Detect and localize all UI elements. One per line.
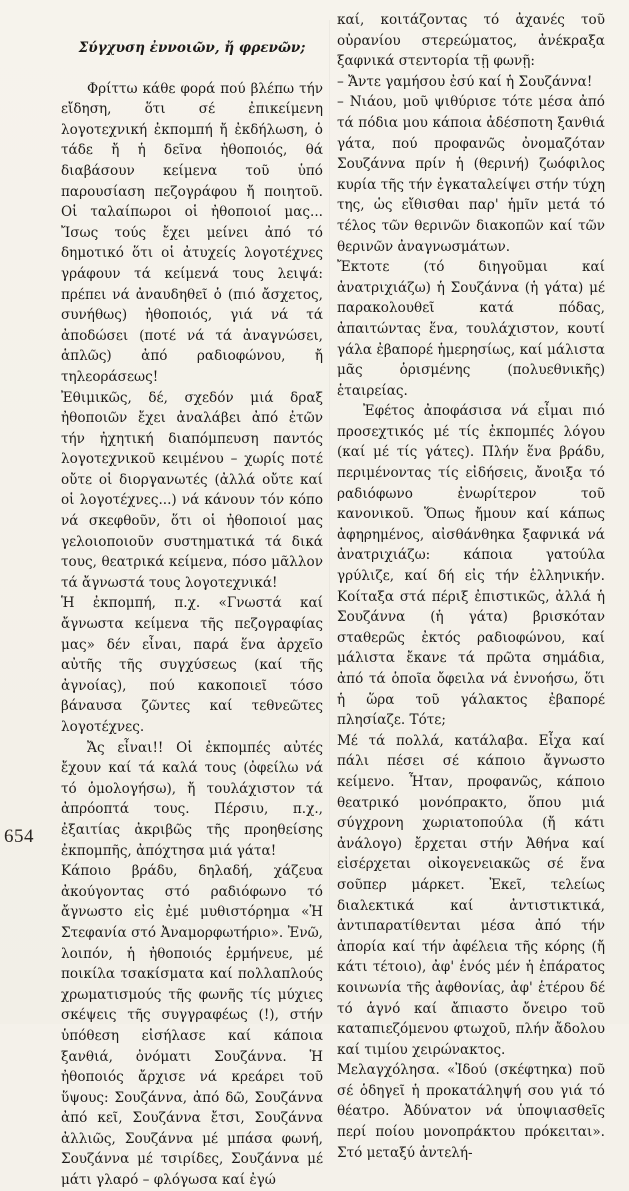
paragraph: Ἐθιμικῶς, δέ, σχεδόν μιά δραξ ἠθοποιῶν ἔχει ἀναλάβει ἀπό ἐτῶν τήν ἠχητική διαπόμπευση παντός λογοτεχνικοῦ κειμένου – χωρίς ποτέ οὔτε οἱ διοργανωτές (ἀλλά οὔτε καί οἱ λογοτέχνες...) νά κάνουν τόν κόπο νά σκεφθοῦν, ὅτι οἱ ἠθοποιοί μας γελοιοποιοῦν συστηματικά τά δικά τους, θεατρικά κείμενα, πόσο μᾶλλον τά ἄγνωστά τους λογοτεχνικά! bbox=[61, 389, 323, 591]
paragraph: Φρίττω κάθε φορά πού βλέπω τήν εἴδηση, ὅτι σέ ἐπικείμενη λογοτεχνική ἐκπομπή ἤ ἐκδήλωση, ὁ τάδε ἤ ἡ δεῖνα ἠθοποιός, θά διαβάσουν κείμενα τοῦ ὑπό παρουσίαση πεζογράφου ἤ ποιητοῦ. Οἱ ταλαίπωροι οἱ ἠθοποιοί μας... Ἴσως τούς ἔχει μείνει ἀπό τό δημοτικό ὅτι οἱ ἀτυχείς λογοτέχνες γράφουν τά κείμενά τους λειψά: πρέπει νά ἀναυδηθεῖ ὁ (πιό ἄσχετος, συνήθως) ἠθοποιός, γιά νά τά ἀποδώσει (ποτέ νά τά ἀναγνώσει, ἁπλῶς) ἀπό ραδιοφώνου, ἤ τηλεοράσεως! bbox=[61, 80, 323, 385]
dialogue-line: – Νιάου, μοῦ ψιθύρισε τότε μέσα ἀπό τά πόδια μου κάποια ἀδέσποτη ξανθιά γάτα, πού προφανῶς ὀνομαζόταν Σουζάννα πρίν ἡ (θερινή) ζωόφιλος κυρία τῆς τήν ἐγκαταλείψει στήν τύχη της, ὡς εἴθισθαι παρ' ἡμῖν μετά τό τέλος τῶν θερινῶν διακοπῶν καί τῶν θερινῶν ἀναγνωσμάτων. bbox=[337, 94, 605, 255]
paragraph: Μέ τά πολλά, κατάλαβα. Εἶχα καί πάλι πέσει σέ κάποιο ἄγνωστο κείμενο. Ἦταν, προφανῶς, κάποιο θεατρικό μονόπρακτο, ὅπου μιά σύγχρονη χωριατοπούλα (ἤ κάτι ἀνάλογο) ἔρχεται στήν Ἀθήνα καί εἰσέρχεται οἰκογενειακῶς σέ ἕνα σοῦπερ μάρκετ. Ἐκεῖ, τελείως διαλεκτικά καί ἀντιστικτικά, ἀντιπαρατίθενται μέσα ἀπό τήν ἀπορία καί τήν ἀφέλεια τῆς κόρης (ἤ κάτι τέτοιο), ἀφ' ἑνός μέν ἡ ἐπάρατος κοινωνία τῆς ἀφθονίας, ἀφ' ἑτέρου δέ τό ἁγνό καί ἄπιαστο ὄνειρο τοῦ καταπιεζόμενου φτωχοῦ, πλήν ἄδολου καί τιμίου χειρώνακτος. bbox=[337, 732, 605, 1058]
paragraph: Ἔκτοτε (τό διηγοῦμαι καί ἀνατριχιάζω) ἡ Σουζάννα (ἡ γάτα) μέ παρακολουθεῖ κατά πόδας, ἀπαιτώντας ἕνα, τουλάχιστον, κουτί γάλα ἐβαπορέ ἡμερησίως, καί μάλιστα μᾶς ὁρισμένης (πολυεθνικῆς) ἑταιρείας. bbox=[337, 259, 605, 399]
paragraph: Ἐφέτος ἀποφάσισα νά εἶμαι πιό προσεχτικός μέ τίς ἐκπομπές λόγου (καί μέ τίς γάτες). Πλήν ἕνα βράδυ, περιμένοντας τίς εἰδήσεις, ἄνοιξα τό ραδιόφωνο ἐνωρίτερον τοῦ κανονικοῦ. Ὅπως ἤμουν καί κάπως ἀφηρημένος, αἰσθάνθηκα ξαφνικά νά ἀνατριχιάζω: κάποια γατούλα γρύλιζε, καί δή εἰς τήν ἑλληνικήν. Κοίταξα στά πέριξ ἐπιστικῶς, ἀλλά ἡ Σουζάννα (ἡ γάτα) βρισκόταν σταθερῶς ἐκτός ραδιοφώνου, καί μάλιστα ἔκανε τά πρῶτα σημάδια, ἀπό τά ὁποῖα ὄφειλα νά ἐννοήσω, ὅτι ἡ ὥρα τοῦ γάλακτος ἐβαπορέ πλησίαζε. Τότε; bbox=[337, 403, 605, 729]
paragraph: Ἡ ἐκπομπή, π.χ. «Γνωστά καί ἄγνωστα κείμενα τῆς πεζογραφίας μας» δέν εἶναι, παρά ἕνα ἀρχεῖο αὐτῆς τῆς συγχύσεως (καί τῆς ἀγνοίας), πού κακοποιεῖ τόσο βάναυσα ζῶντες καί τεθνεῶτες λογοτέχνες. bbox=[61, 595, 323, 735]
dialogue-line: – Ἄντε γαμήσου ἐσύ καί ἡ Σουζάννα! bbox=[337, 73, 593, 90]
paragraph: Ἄς εἶναι!! Οἱ ἐκπομπές αὐτές ἔχουν καί τά καλά τους (ὀφείλω νά τό ὁμολογήσω), ἤ τουλάχιστον τά ἀπρόοπτά τους. Πέρσιυ, π.χ., ἐξαιτίας ἀκριβῶς τῆς προηθείσης ἐκπομπῆς, ἀπόχτησα μιά γάτα! bbox=[61, 739, 323, 859]
article-title: Σύγχυση ἐννοιῶν, ἤ φρενῶν; bbox=[78, 40, 306, 56]
left-column bbox=[61, 38, 323, 1191]
paragraph: καί, κοιτάζοντας τό ἀχανές τοῦ οὐρανίου στερεώματος, ἀνέκραξα ξαφνικά στεντορία τῇ φωνῇ: bbox=[337, 12, 605, 70]
paragraph: Κάποιο βράδυ, δηλαδή, χάζευα ἀκούγοντας στό ραδιόφωνο τό ἄγνωστο εἰς ἐμέ μυθιστόρημα «Ἡ Στεφανία στό Ἀναμορφωτήριο». Ἐνῶ, λοιπόν, ἡ ἠθοποιός ἑρμήνευε, μέ ποικίλα τσακίσματα καί πολλαπλούς χρωματισμούς τῆς φωνῆς τίς μύχιες σκέψεις τῆς συγγραφέως (!), στήν ὑπόθεση εἰσήλασε καί κάποια ξανθιά, ὀνόματι Σουζάννα. Ἡ ἠθοποιός ἄρχισε νά κρεάρει τοῦ ὕψους: Σουζάννα, ἀπό δῶ, Σουζάννα ἀπό κεῖ, Σουζάννα ἔτσι, Σουζάννα ἀλλιῶς, Σουζάννα μέ μπάσα φωνή, Σουζάννα μέ τσιρίδες, Σουζάννα μέ μάτι γλαρό – φλόγωσα καί ἐγώ bbox=[61, 863, 323, 1189]
column-gutter bbox=[329, 20, 330, 1000]
page-number: 654 bbox=[4, 826, 34, 847]
right-column bbox=[337, 10, 605, 1163]
paragraph: Μελαγχόλησα. «Ἰδού (σκέφτηκα) ποῦ σέ ὁδηγεῖ ἡ προκατάληψή σου γιά τό θέατρο. Ἀδύνατον νά ὑποψιασθεῖς περί ποίου μονοπράκτου πρόκειται». Στό μεταξύ ἀντελή- bbox=[337, 1062, 605, 1161]
